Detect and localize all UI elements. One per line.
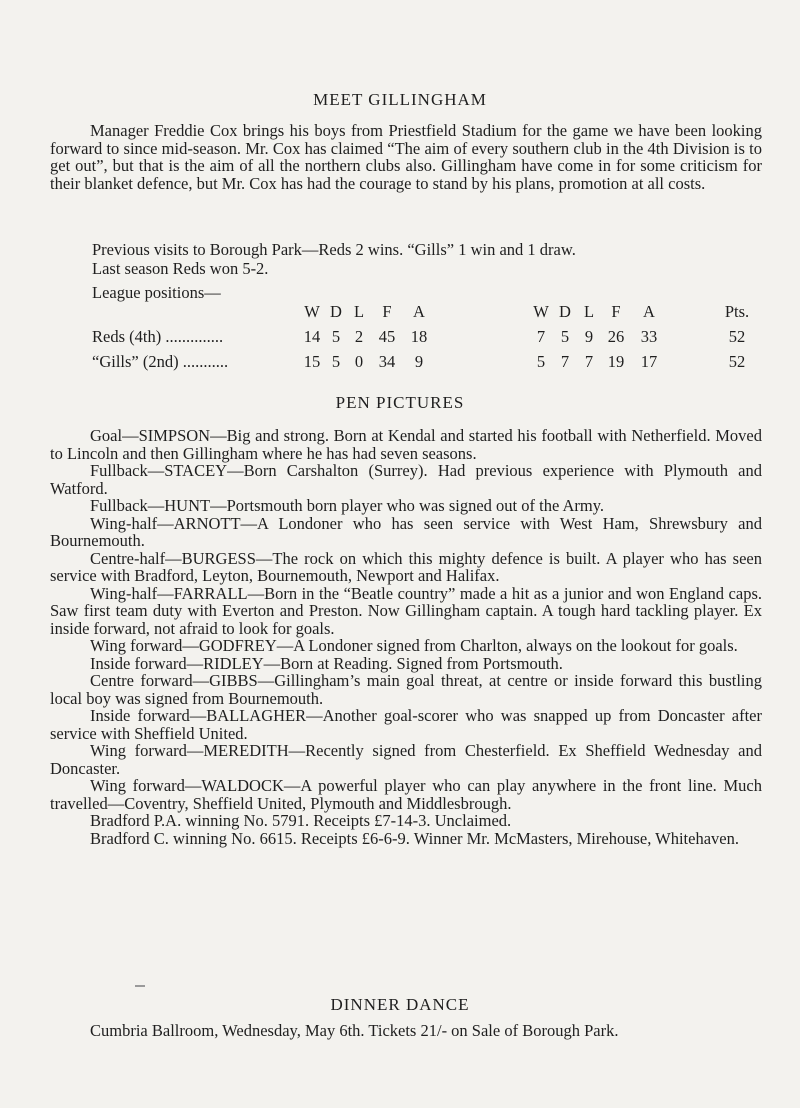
away-w: 5	[536, 352, 546, 371]
pen-picture-entry: Goal—SIMPSON—Big and strong. Born at Kendal and started his football with Netherfield. Moved to Lincoln and then Gillingham where he has had seven seasons.	[50, 426, 762, 463]
header-away-l: L	[583, 302, 595, 321]
home-d: 5	[331, 352, 341, 371]
pen-picture-entry: Inside forward—BALLAGHER—Another goal-scorer who was snapped up from Doncaster after service with Sheffield United.	[50, 706, 762, 743]
header-home-l: L	[353, 302, 365, 321]
home-l: 2	[354, 327, 364, 346]
meet-gillingham-heading: MEET GILLINGHAM	[313, 90, 487, 109]
pen-picture-entry: Fullback—STACEY—Born Carshalton (Surrey). Had previous experience with Plymouth and Watford.	[50, 461, 762, 498]
home-f: 45	[378, 327, 396, 346]
pen-picture-entry: Inside forward—RIDLEY—Born at Reading. Signed from Portsmouth.	[90, 653, 563, 673]
home-l: 0	[354, 352, 364, 371]
pen-picture-entry: Wing-half—FARRALL—Born in the “Beatle country” made a hit as a junior and won England caps. Saw first team duty with Everton and Preston. Now Gillingham captain. A tough hard tackling player. Ex inside forward, not afraid to look for goals.	[50, 583, 762, 638]
dinner-dance-heading: DINNER DANCE	[330, 995, 470, 1014]
home-w: 15	[303, 352, 321, 371]
header-away-f: F	[611, 302, 621, 321]
away-d: 7	[560, 352, 570, 371]
last-season-line: Last season Reds won 5-2.	[92, 259, 269, 278]
home-d: 5	[331, 327, 341, 346]
away-f: 19	[607, 352, 625, 371]
dinner-dance-text: Cumbria Ballroom, Wednesday, May 6th. Tickets 21/- on Sale of Borough Park.	[90, 1021, 619, 1040]
away-w: 7	[536, 327, 546, 346]
dinner-dance-paragraph	[50, 1022, 762, 1040]
points: 52	[728, 327, 746, 346]
table-row	[92, 327, 772, 349]
header-away-w: W	[533, 302, 549, 321]
pen-picture-entry: Wing forward—MEREDITH—Recently signed from Chesterfield. Ex Sheffield Wednesday and Doncaster.	[50, 741, 762, 778]
team-name: “Gills” (2nd) ...........	[92, 352, 229, 371]
intro-text: Manager Freddie Cox brings his boys from Priestfield Stadium for the game we have been looking forward to since mid-season. Mr. Cox has claimed “The aim of every southern club in the 4th Division is to get out”, but that is the aim of all the northern clubs also. Gillingham have come in for some criticism for their blanket defence, but Mr. Cox has had the courage to stand by his plans, promotion at all costs.	[50, 121, 762, 193]
pen-picture-entry: Wing forward—WALDOCK—A powerful player who can play anywhere in the front line. Much travelled—Coventry, Sheffield United, Plymouth and Middlesbrough.	[50, 776, 762, 813]
header-home-w: W	[304, 302, 320, 321]
print-speck	[135, 985, 145, 987]
league-table-header	[92, 302, 772, 324]
pen-pictures-heading: PEN PICTURES	[335, 393, 465, 412]
league-positions-label: League positions—	[92, 283, 221, 302]
draw-result-line: Bradford P.A. winning No. 5791. Receipts £7-14-3. Unclaimed.	[90, 811, 512, 830]
away-l: 9	[584, 327, 594, 346]
home-a: 18	[410, 327, 428, 346]
away-d: 5	[560, 327, 570, 346]
pen-picture-entry: Centre-half—BURGESS—The rock on which this mighty defence is built. A player who has seen service with Bradford, Leyton, Bournemouth, Newport and Halifax.	[50, 548, 762, 585]
points: 52	[728, 352, 746, 371]
away-a: 33	[640, 327, 658, 346]
pen-picture-entry: Wing-half—ARNOTT—A Londoner who has seen service with West Ham, Shrewsbury and Bournemouth.	[50, 513, 762, 550]
home-f: 34	[378, 352, 396, 371]
pen-picture-entry: Fullback—HUNT—Portsmouth born player who was signed out of the Army.	[90, 496, 605, 515]
away-f: 26	[607, 327, 625, 346]
home-w: 14	[303, 327, 321, 346]
header-away-d: D	[559, 302, 571, 321]
away-l: 7	[584, 352, 594, 371]
previous-visits-line: Previous visits to Borough Park—Reds 2 wins. “Gills” 1 win and 1 draw.	[92, 240, 576, 259]
header-home-f: F	[382, 302, 392, 321]
table-row	[92, 352, 772, 374]
pen-picture-entry: Wing forward—GODFREY—A Londoner signed from Charlton, always on the lookout for goals.	[90, 636, 738, 655]
team-name: Reds (4th) ..............	[92, 327, 224, 346]
draw-result-line: Bradford C. winning No. 6615. Receipts £6-6-9. Winner Mr. McMasters, Mirehouse, Whitehaven.	[90, 828, 739, 848]
home-a: 9	[414, 352, 424, 371]
header-pts: Pts.	[724, 302, 750, 321]
away-a: 17	[640, 352, 658, 371]
header-home-a: A	[413, 302, 425, 321]
intro-paragraph	[50, 122, 762, 192]
header-away-a: A	[643, 302, 655, 321]
pen-picture-entry: Centre forward—GIBBS—Gillingham’s main goal threat, at centre or inside forward this bustling local boy was signed from Bournemouth.	[50, 671, 762, 708]
header-home-d: D	[330, 302, 342, 321]
pen-pictures-body	[50, 427, 762, 847]
